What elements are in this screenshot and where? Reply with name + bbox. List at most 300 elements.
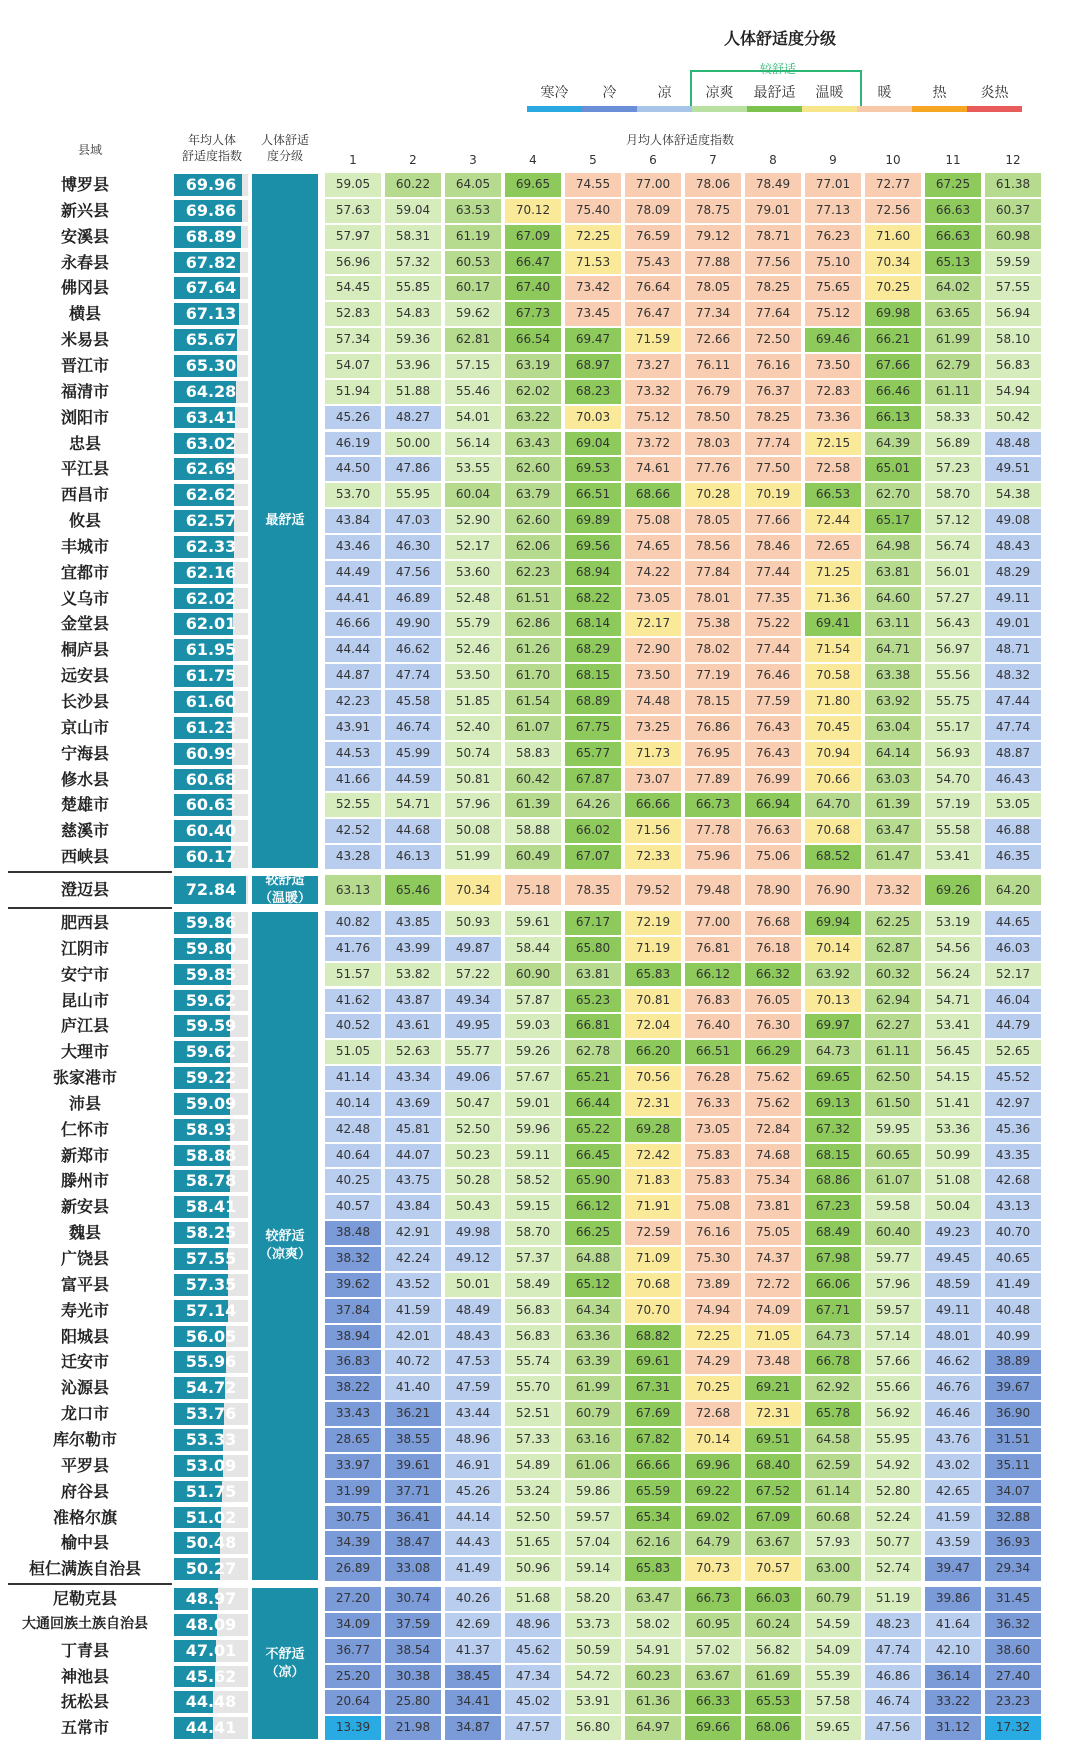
month-cell: 72.15 bbox=[804, 431, 862, 457]
county-name: 桐庐县 bbox=[60, 640, 109, 660]
month-cell: 65.77 bbox=[564, 741, 622, 767]
month-cell: 57.33 bbox=[504, 1427, 562, 1453]
month-cell: 77.78 bbox=[684, 818, 742, 844]
month-cell: 49.87 bbox=[444, 936, 502, 962]
month-cell: 67.25 bbox=[924, 172, 982, 198]
month-cell: 77.88 bbox=[684, 250, 742, 276]
annual-value: 63.02 bbox=[185, 433, 237, 453]
month-cell: 61.39 bbox=[504, 792, 562, 818]
month-cell: 47.74 bbox=[864, 1638, 922, 1664]
month-cell: 78.25 bbox=[744, 405, 802, 431]
month-cell: 33.43 bbox=[324, 1401, 382, 1427]
month-cell: 78.01 bbox=[684, 586, 742, 612]
month-cell: 68.15 bbox=[564, 663, 622, 689]
month-cell: 49.98 bbox=[444, 1220, 502, 1246]
month-cell: 54.38 bbox=[984, 482, 1042, 508]
month-cell: 64.79 bbox=[684, 1530, 742, 1556]
month-cell: 25.80 bbox=[384, 1689, 442, 1715]
month-cell: 69.53 bbox=[564, 456, 622, 482]
month-header: 2 bbox=[409, 153, 417, 167]
month-cell: 76.16 bbox=[744, 353, 802, 379]
month-cell: 50.00 bbox=[384, 431, 442, 457]
month-cell: 70.94 bbox=[804, 741, 862, 767]
month-cell: 73.81 bbox=[744, 1194, 802, 1220]
month-cell: 40.99 bbox=[984, 1324, 1042, 1350]
county-name: 西峡县 bbox=[60, 847, 109, 867]
month-cell: 46.91 bbox=[444, 1453, 502, 1479]
month-cell: 45.36 bbox=[984, 1117, 1042, 1143]
month-cell: 59.04 bbox=[384, 198, 442, 224]
month-cell: 67.31 bbox=[624, 1375, 682, 1401]
month-cell: 46.66 bbox=[324, 611, 382, 637]
month-cell: 61.11 bbox=[924, 379, 982, 405]
month-cell: 43.34 bbox=[384, 1065, 442, 1091]
month-cell: 41.49 bbox=[444, 1556, 502, 1582]
annual-value: 61.95 bbox=[185, 640, 237, 660]
month-cell: 64.02 bbox=[924, 275, 982, 301]
month-cell: 77.44 bbox=[744, 637, 802, 663]
month-cell: 51.08 bbox=[924, 1168, 982, 1194]
county-name: 晋江市 bbox=[60, 355, 109, 375]
month-cell: 43.13 bbox=[984, 1194, 1042, 1220]
month-cell: 46.74 bbox=[384, 715, 442, 741]
month-cell: 68.82 bbox=[624, 1324, 682, 1350]
month-cell: 42.10 bbox=[924, 1638, 982, 1664]
month-cell: 46.62 bbox=[924, 1349, 982, 1375]
month-cell: 70.73 bbox=[684, 1556, 742, 1582]
month-cell: 68.23 bbox=[564, 379, 622, 405]
month-cell: 63.16 bbox=[564, 1427, 622, 1453]
month-cell: 60.95 bbox=[684, 1612, 742, 1638]
month-cell: 60.37 bbox=[984, 198, 1042, 224]
month-cell: 77.00 bbox=[624, 172, 682, 198]
county-name: 桓仁满族自治县 bbox=[28, 1559, 141, 1579]
county-name: 新安县 bbox=[60, 1197, 109, 1217]
month-cell: 49.45 bbox=[924, 1246, 982, 1272]
month-cell: 36.21 bbox=[384, 1401, 442, 1427]
month-cell: 57.58 bbox=[804, 1689, 862, 1715]
month-cell: 57.67 bbox=[504, 1065, 562, 1091]
month-cell: 72.90 bbox=[624, 637, 682, 663]
month-cell: 44.43 bbox=[444, 1530, 502, 1556]
month-cell: 55.17 bbox=[924, 715, 982, 741]
month-cell: 52.55 bbox=[324, 792, 382, 818]
month-cell: 77.34 bbox=[684, 301, 742, 327]
legend-item-label: 最舒适 bbox=[753, 85, 796, 101]
month-cell: 54.15 bbox=[924, 1065, 982, 1091]
month-cell: 69.94 bbox=[804, 910, 862, 936]
month-cell: 29.34 bbox=[984, 1556, 1042, 1582]
month-cell: 74.29 bbox=[684, 1349, 742, 1375]
month-cell: 67.71 bbox=[804, 1298, 862, 1324]
month-cell: 63.92 bbox=[864, 689, 922, 715]
month-cell: 42.69 bbox=[444, 1612, 502, 1638]
annual-value: 62.01 bbox=[185, 614, 237, 634]
month-cell: 45.62 bbox=[504, 1638, 562, 1664]
month-header: 6 bbox=[649, 153, 657, 167]
month-cell: 62.25 bbox=[864, 910, 922, 936]
month-cell: 53.19 bbox=[924, 910, 982, 936]
header-annual-line1: 年均人体 bbox=[187, 133, 236, 147]
month-cell: 55.77 bbox=[444, 1039, 502, 1065]
month-cell: 66.53 bbox=[804, 482, 862, 508]
annual-value: 53.09 bbox=[185, 1455, 237, 1475]
annual-value: 62.69 bbox=[185, 459, 237, 479]
county-name: 五常市 bbox=[60, 1718, 109, 1738]
annual-value: 59.62 bbox=[185, 1042, 237, 1062]
month-cell: 42.68 bbox=[984, 1168, 1042, 1194]
month-cell: 66.12 bbox=[564, 1194, 622, 1220]
county-name: 永春县 bbox=[60, 252, 109, 272]
month-cell: 57.22 bbox=[444, 962, 502, 988]
month-cell: 72.68 bbox=[684, 1401, 742, 1427]
month-cell: 57.23 bbox=[924, 456, 982, 482]
month-cell: 57.96 bbox=[864, 1272, 922, 1298]
annual-value: 58.41 bbox=[185, 1197, 237, 1217]
month-cell: 78.90 bbox=[744, 874, 802, 906]
month-cell: 41.76 bbox=[324, 936, 382, 962]
county-name: 滕州市 bbox=[60, 1171, 109, 1191]
month-cell: 72.42 bbox=[624, 1143, 682, 1169]
county-name: 庐江县 bbox=[60, 1016, 109, 1036]
month-cell: 62.50 bbox=[864, 1065, 922, 1091]
month-cell: 72.72 bbox=[744, 1272, 802, 1298]
month-cell: 76.05 bbox=[744, 988, 802, 1014]
month-cell: 67.69 bbox=[624, 1401, 682, 1427]
month-cell: 61.99 bbox=[924, 327, 982, 353]
month-cell: 78.15 bbox=[684, 689, 742, 715]
month-cell: 75.12 bbox=[804, 301, 862, 327]
month-cell: 69.51 bbox=[744, 1427, 802, 1453]
month-cell: 62.79 bbox=[924, 353, 982, 379]
month-cell: 62.27 bbox=[864, 1013, 922, 1039]
month-cell: 53.36 bbox=[924, 1117, 982, 1143]
annual-value: 57.55 bbox=[185, 1249, 237, 1268]
month-cell: 70.14 bbox=[684, 1427, 742, 1453]
annual-value: 67.64 bbox=[185, 278, 237, 298]
month-cell: 72.84 bbox=[744, 1117, 802, 1143]
month-cell: 59.36 bbox=[384, 327, 442, 353]
county-name: 宜都市 bbox=[60, 562, 109, 582]
month-cell: 67.09 bbox=[744, 1505, 802, 1531]
month-cell: 66.51 bbox=[684, 1039, 742, 1065]
group-separator bbox=[8, 907, 172, 909]
month-cell: 62.06 bbox=[504, 534, 562, 560]
month-cell: 58.02 bbox=[624, 1612, 682, 1638]
month-cell: 78.50 bbox=[684, 405, 742, 431]
month-cell: 63.38 bbox=[864, 663, 922, 689]
month-cell: 61.07 bbox=[504, 715, 562, 741]
month-cell: 63.36 bbox=[564, 1324, 622, 1350]
month-cell: 69.21 bbox=[744, 1375, 802, 1401]
month-cell: 78.35 bbox=[564, 874, 622, 906]
month-cell: 65.01 bbox=[864, 456, 922, 482]
month-cell: 43.52 bbox=[384, 1272, 442, 1298]
month-cell: 68.94 bbox=[564, 560, 622, 586]
month-cell: 67.66 bbox=[864, 353, 922, 379]
month-cell: 48.23 bbox=[864, 1612, 922, 1638]
month-cell: 43.02 bbox=[924, 1453, 982, 1479]
month-cell: 50.47 bbox=[444, 1091, 502, 1117]
month-cell: 52.74 bbox=[864, 1556, 922, 1582]
month-cell: 74.22 bbox=[624, 560, 682, 586]
month-cell: 66.13 bbox=[864, 405, 922, 431]
month-cell: 63.00 bbox=[804, 1556, 862, 1582]
county-name: 忠县 bbox=[68, 433, 101, 453]
month-cell: 76.95 bbox=[684, 741, 742, 767]
month-cell: 75.08 bbox=[624, 508, 682, 534]
month-cell: 70.25 bbox=[864, 275, 922, 301]
month-cell: 75.62 bbox=[744, 1091, 802, 1117]
month-cell: 30.74 bbox=[384, 1586, 442, 1612]
county-name: 长沙县 bbox=[60, 692, 109, 711]
month-cell: 42.52 bbox=[324, 818, 382, 844]
month-cell: 68.06 bbox=[744, 1715, 802, 1741]
month-cell: 60.32 bbox=[864, 962, 922, 988]
month-cell: 69.96 bbox=[684, 1453, 742, 1479]
month-cell: 41.14 bbox=[324, 1065, 382, 1091]
month-cell: 61.38 bbox=[984, 172, 1042, 198]
month-cell: 61.36 bbox=[624, 1689, 682, 1715]
month-cell: 61.47 bbox=[864, 844, 922, 870]
month-cell: 75.83 bbox=[684, 1143, 742, 1169]
month-cell: 54.83 bbox=[384, 301, 442, 327]
month-cell: 51.05 bbox=[324, 1039, 382, 1065]
county-name: 福清市 bbox=[60, 381, 109, 401]
month-cell: 73.42 bbox=[564, 275, 622, 301]
month-cell: 47.74 bbox=[984, 715, 1042, 741]
county-name: 仁怀市 bbox=[60, 1119, 109, 1139]
month-cell: 43.76 bbox=[924, 1427, 982, 1453]
month-cell: 50.43 bbox=[444, 1194, 502, 1220]
month-cell: 56.24 bbox=[924, 962, 982, 988]
month-cell: 46.13 bbox=[384, 844, 442, 870]
month-cell: 75.62 bbox=[744, 1065, 802, 1091]
month-cell: 66.46 bbox=[864, 379, 922, 405]
month-cell: 76.18 bbox=[744, 936, 802, 962]
month-cell: 38.94 bbox=[324, 1324, 382, 1350]
month-cell: 20.64 bbox=[324, 1689, 382, 1715]
month-cell: 56.45 bbox=[924, 1039, 982, 1065]
month-cell: 72.44 bbox=[804, 508, 862, 534]
county-name: 阳城县 bbox=[60, 1326, 109, 1346]
month-cell: 76.64 bbox=[624, 275, 682, 301]
month-cell: 78.02 bbox=[684, 637, 742, 663]
month-cell: 40.72 bbox=[384, 1349, 442, 1375]
month-cell: 58.70 bbox=[504, 1220, 562, 1246]
month-cell: 71.54 bbox=[804, 637, 862, 663]
month-cell: 53.50 bbox=[444, 663, 502, 689]
month-cell: 75.06 bbox=[744, 844, 802, 870]
month-cell: 71.80 bbox=[804, 689, 862, 715]
month-cell: 43.85 bbox=[384, 910, 442, 936]
month-cell: 50.04 bbox=[924, 1194, 982, 1220]
month-cell: 55.95 bbox=[864, 1427, 922, 1453]
month-cell: 38.32 bbox=[324, 1246, 382, 1272]
month-cell: 72.58 bbox=[804, 456, 862, 482]
month-cell: 53.24 bbox=[504, 1479, 562, 1505]
month-cell: 77.89 bbox=[684, 767, 742, 793]
month-cell: 51.99 bbox=[444, 844, 502, 870]
month-cell: 48.29 bbox=[984, 560, 1042, 586]
month-cell: 68.52 bbox=[804, 844, 862, 870]
month-cell: 71.91 bbox=[624, 1194, 682, 1220]
month-cell: 69.04 bbox=[564, 431, 622, 457]
month-cell: 66.63 bbox=[924, 224, 982, 250]
group-separator bbox=[8, 871, 172, 873]
month-cell: 46.19 bbox=[324, 431, 382, 457]
month-cell: 71.19 bbox=[624, 936, 682, 962]
month-cell: 41.49 bbox=[984, 1272, 1042, 1298]
month-cell: 56.93 bbox=[924, 741, 982, 767]
month-cell: 75.08 bbox=[684, 1194, 742, 1220]
month-cell: 50.99 bbox=[924, 1143, 982, 1169]
annual-value: 51.75 bbox=[185, 1481, 237, 1501]
month-cell: 70.68 bbox=[804, 818, 862, 844]
county-name: 肥西县 bbox=[60, 912, 109, 932]
county-name: 横县 bbox=[68, 304, 101, 324]
header-county: 县域 bbox=[77, 143, 102, 157]
month-cell: 67.17 bbox=[564, 910, 622, 936]
legend-item-label: 寒冷 bbox=[540, 85, 569, 101]
month-cell: 40.25 bbox=[324, 1168, 382, 1194]
month-cell: 50.42 bbox=[984, 405, 1042, 431]
county-name: 宁海县 bbox=[60, 743, 109, 763]
month-cell: 75.96 bbox=[684, 844, 742, 870]
month-cell: 55.46 bbox=[444, 379, 502, 405]
month-cell: 50.93 bbox=[444, 910, 502, 936]
month-cell: 54.92 bbox=[864, 1453, 922, 1479]
month-cell: 68.97 bbox=[564, 353, 622, 379]
month-cell: 54.71 bbox=[924, 988, 982, 1014]
month-cell: 42.01 bbox=[384, 1324, 442, 1350]
month-header: 8 bbox=[769, 153, 777, 167]
month-cell: 44.68 bbox=[384, 818, 442, 844]
annual-value: 48.09 bbox=[185, 1614, 237, 1634]
month-cell: 21.98 bbox=[384, 1715, 442, 1741]
month-cell: 41.66 bbox=[324, 767, 382, 793]
month-cell: 56.74 bbox=[924, 534, 982, 560]
month-cell: 46.04 bbox=[984, 988, 1042, 1014]
annual-value: 72.84 bbox=[185, 879, 237, 899]
month-cell: 17.32 bbox=[984, 1715, 1042, 1741]
month-cell: 59.26 bbox=[504, 1039, 562, 1065]
month-cell: 58.83 bbox=[504, 741, 562, 767]
month-cell: 72.25 bbox=[684, 1324, 742, 1350]
month-cell: 57.12 bbox=[924, 508, 982, 534]
month-cell: 72.50 bbox=[744, 327, 802, 353]
month-cell: 64.39 bbox=[864, 431, 922, 457]
month-cell: 68.86 bbox=[804, 1168, 862, 1194]
month-cell: 61.14 bbox=[804, 1479, 862, 1505]
month-header: 10 bbox=[885, 153, 901, 167]
month-cell: 58.49 bbox=[504, 1272, 562, 1298]
month-cell: 70.19 bbox=[744, 482, 802, 508]
annual-value: 59.22 bbox=[185, 1068, 237, 1088]
county-name: 迁安市 bbox=[60, 1352, 109, 1372]
month-cell: 40.64 bbox=[324, 1143, 382, 1169]
month-cell: 48.59 bbox=[924, 1272, 982, 1298]
month-cell: 66.45 bbox=[564, 1143, 622, 1169]
month-cell: 55.79 bbox=[444, 611, 502, 637]
month-cell: 41.62 bbox=[324, 988, 382, 1014]
month-cell: 56.83 bbox=[504, 1298, 562, 1324]
month-cell: 64.60 bbox=[864, 586, 922, 612]
month-cell: 79.52 bbox=[624, 874, 682, 906]
month-cell: 70.57 bbox=[744, 1556, 802, 1582]
month-cell: 69.66 bbox=[684, 1715, 742, 1741]
month-cell: 76.59 bbox=[624, 224, 682, 250]
month-cell: 44.50 bbox=[324, 456, 382, 482]
legend-item-label: 热 bbox=[932, 85, 947, 101]
month-cell: 62.70 bbox=[864, 482, 922, 508]
month-cell: 76.46 bbox=[744, 663, 802, 689]
month-cell: 54.94 bbox=[984, 379, 1042, 405]
month-cell: 43.87 bbox=[384, 988, 442, 1014]
month-cell: 38.45 bbox=[444, 1664, 502, 1690]
month-cell: 49.06 bbox=[444, 1065, 502, 1091]
month-cell: 76.16 bbox=[684, 1220, 742, 1246]
month-cell: 55.95 bbox=[384, 482, 442, 508]
month-cell: 60.17 bbox=[444, 275, 502, 301]
grade-label: 较舒适 （温暖） bbox=[252, 876, 318, 904]
month-cell: 78.05 bbox=[684, 508, 742, 534]
month-cell: 30.75 bbox=[324, 1505, 382, 1531]
month-cell: 59.62 bbox=[444, 301, 502, 327]
month-cell: 74.61 bbox=[624, 456, 682, 482]
month-cell: 78.46 bbox=[744, 534, 802, 560]
month-cell: 70.34 bbox=[444, 874, 502, 906]
month-cell: 73.45 bbox=[564, 301, 622, 327]
month-cell: 60.49 bbox=[504, 844, 562, 870]
month-cell: 72.31 bbox=[624, 1091, 682, 1117]
month-cell: 66.44 bbox=[564, 1091, 622, 1117]
month-cell: 39.67 bbox=[984, 1375, 1042, 1401]
county-name: 魏县 bbox=[68, 1223, 101, 1243]
month-cell: 77.84 bbox=[684, 560, 742, 586]
month-cell: 64.58 bbox=[804, 1427, 862, 1453]
month-cell: 65.80 bbox=[564, 936, 622, 962]
county-name: 义乌市 bbox=[60, 588, 109, 608]
month-cell: 55.85 bbox=[384, 275, 442, 301]
month-cell: 61.39 bbox=[864, 792, 922, 818]
month-cell: 31.99 bbox=[324, 1479, 382, 1505]
month-cell: 73.07 bbox=[624, 767, 682, 793]
month-cell: 54.56 bbox=[924, 936, 982, 962]
month-cell: 64.34 bbox=[564, 1298, 622, 1324]
month-cell: 73.27 bbox=[624, 353, 682, 379]
month-cell: 58.88 bbox=[504, 818, 562, 844]
month-cell: 59.05 bbox=[324, 172, 382, 198]
month-cell: 52.65 bbox=[984, 1039, 1042, 1065]
month-cell: 49.08 bbox=[984, 508, 1042, 534]
month-cell: 62.60 bbox=[504, 456, 562, 482]
month-cell: 76.11 bbox=[684, 353, 742, 379]
county-name: 抚松县 bbox=[60, 1692, 109, 1712]
month-cell: 74.09 bbox=[744, 1298, 802, 1324]
month-cell: 70.66 bbox=[804, 767, 862, 793]
month-cell: 51.57 bbox=[324, 962, 382, 988]
month-cell: 39.47 bbox=[924, 1556, 982, 1582]
month-cell: 42.23 bbox=[324, 689, 382, 715]
county-name: 攸县 bbox=[68, 511, 101, 531]
month-cell: 53.82 bbox=[384, 962, 442, 988]
month-cell: 78.05 bbox=[684, 275, 742, 301]
month-cell: 48.01 bbox=[924, 1324, 982, 1350]
county-name: 新郑市 bbox=[60, 1145, 109, 1165]
county-name: 平罗县 bbox=[60, 1455, 109, 1475]
month-cell: 59.14 bbox=[564, 1556, 622, 1582]
